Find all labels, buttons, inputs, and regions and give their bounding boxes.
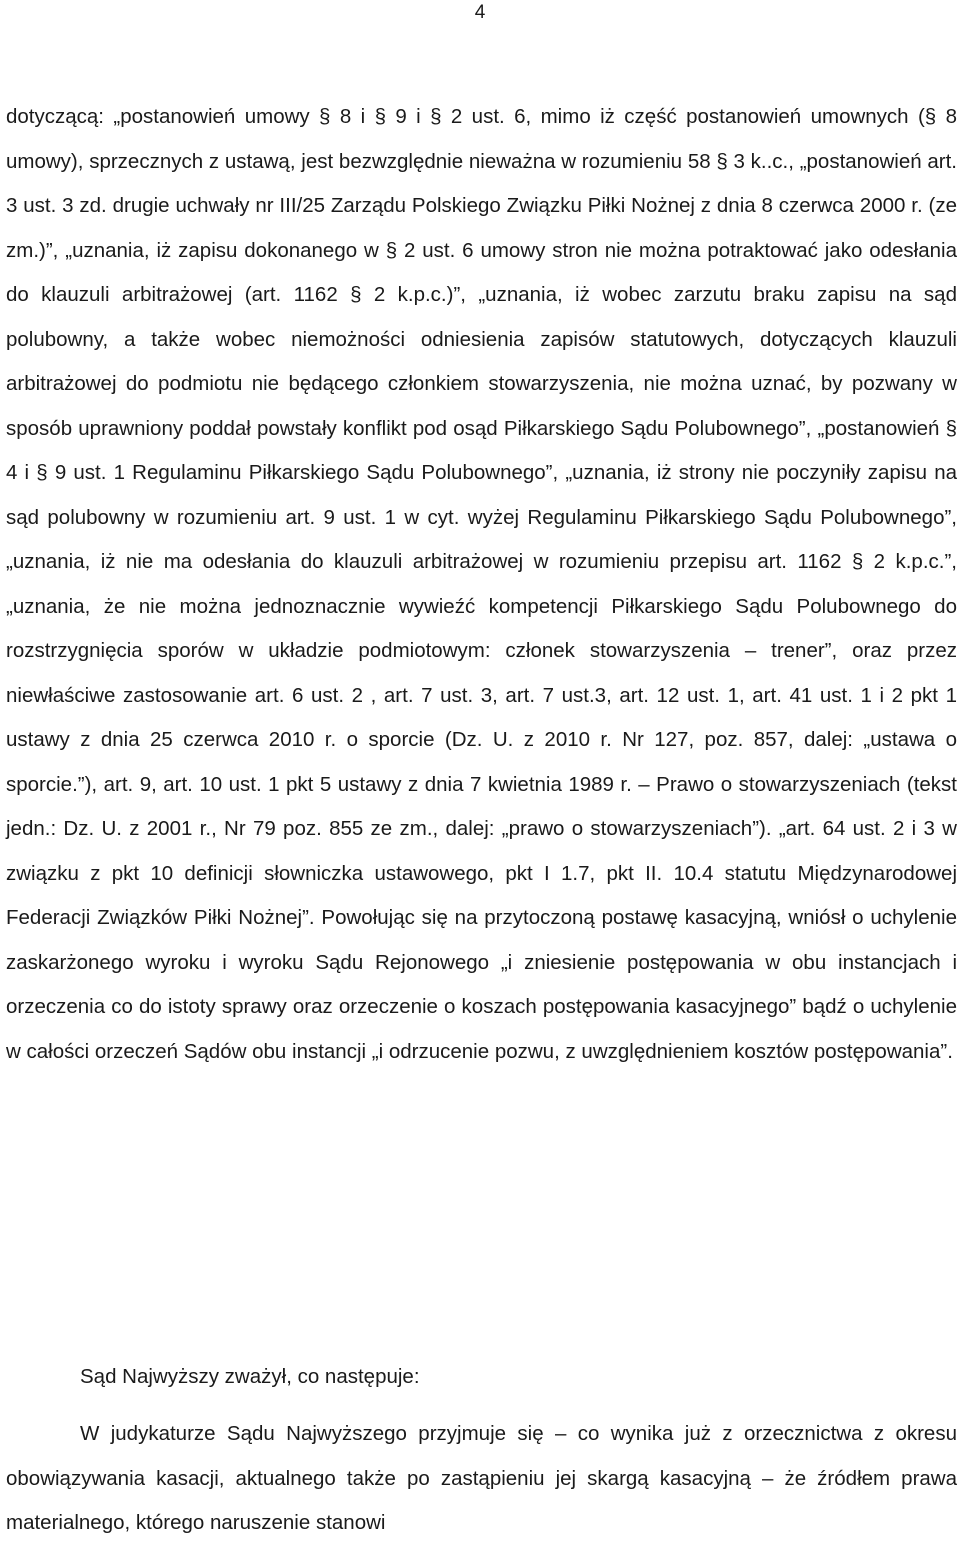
main-paragraph: dotyczącą: „postanowień umowy § 8 i § 9 i § 2 ust. 6, mimo iż część postanowień umownych (§ 8 umowy), sprzecznych z ustawą, jest bezwzględnie nieważna w rozumieniu 58 § 3 k..c., „postanowień art. 3 ust. 3 zd. drugie uchwały nr III/25 Zarządu Polskiego Związku Piłki Nożnej z dnia 8 czerwca 2000 r. (ze zm.)”, „uznania, iż zapisu dokonanego w § 2 ust. 6 umowy stron nie można potraktować jako odesłania do klauzuli arbitrażowej (art. 1162 § 2 k.p.c.)”, „uznania, iż wobec zarzutu braku zapisu na sąd polubowny, a także wobec niemożności odniesienia zapisów statutowych, dotyczących klauzuli arbitrażowej do podmiotu nie będącego członkiem stowarzyszenia, nie można uznać, by pozwany w sposób uprawniony poddał powstały konflikt pod osąd Piłkarskiego Sądu Polubownego”, „postanowień § 4 i § 9 ust. 1 Regulaminu Piłkarskiego Sądu Polubownego”, „uznania, iż strony nie poczyniły zapisu na sąd polubowny w rozumieniu art. 9 ust. 1 w cyt. wyżej Regulaminu Piłkarskiego Sądu Polubownego”, „uznania, iż nie ma odesłania do klauzuli arbitrażowej w rozumieniu przepisu art. 1162 § 2 k.p.c.”, „uznania, że nie można jednoznacznie wywieźć kompetencji Piłkarskiego Sądu Polubownego do rozstrzygnięcia sporów w układzie podmiotowym: członek stowarzyszenia – trener”, oraz przez niewłaściwe zastosowanie art. 6 ust. 2 , art. 7 ust. 3, art. 7 ust.3, art. 12 ust. 1, art. 41 ust. 1 i 2 pkt 1 ustawy z dnia 25 czerwca 2010 r. o sporcie (Dz. U. z 2010 r. Nr 127, poz. 857, dalej: „ustawa o sporcie.”), art. 9, art. 10 ust. 1 pkt 5 ustawy z dnia 7 kwietnia 1989 r. – Prawo o stowarzyszeniach (tekst jedn.: Dz. U. z 2001 r., Nr 79 poz. 855 ze zm., dalej: „prawo o stowarzyszeniach”). „art. 64 ust. 2 i 3 w związku z pkt 10 definicji słowniczka ustawowego, pkt I 1.7, pkt II. 10.4 statutu Międzynarodowej Federacji Związków Piłki Nożnej”. Powołując się na przytoczoną postawę kasacyjną, wniósł o uchylenie zaskarżonego wyroku i wyroku Sądu Rejonowego „i zniesienie postępowania w obu instancjach i orzeczenia co do istoty sprawy oraz orzeczenie o koszach postępowania kasacyjnego” bądź o uchylenie w całości orzeczeń Sądów obu instancji „i odrzucenie pozwu, z uwzględnieniem kosztów postępowania”. [6,105,957,1063]
page-number: 4 [474,2,486,23]
section-heading: Sąd Najwyższy zważył, co następuje: [80,1365,420,1388]
closing-paragraph: W judykaturze Sądu Najwyższego przyjmuje się – co wynika już z orzecznictwa z okresu obowiązywania kasacji, aktualnego także po zastąpieniu jej skargą kasacyjną – że źródłem prawa materialnego, którego naruszenie stanowi [6,1422,957,1534]
